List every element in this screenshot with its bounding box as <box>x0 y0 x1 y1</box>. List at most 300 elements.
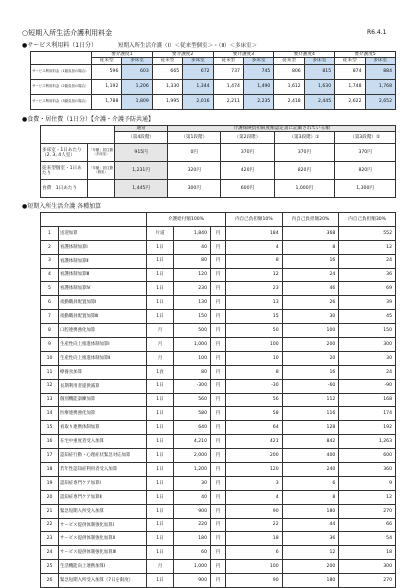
fee-value: 1,809 <box>122 94 152 109</box>
base-amount: 900 <box>174 504 211 518</box>
yen-unit: 円 <box>211 560 226 574</box>
room-type-header: 従来型 <box>335 58 365 64</box>
amount-10: 100 <box>226 560 283 574</box>
amount-10: 421 <box>226 435 283 449</box>
addition-name: 看取り連携体制加算 <box>59 421 147 435</box>
unit-cell: 1日 <box>147 476 174 490</box>
addition-name: 認知症専門ケア加算Ⅰ <box>59 476 147 490</box>
unit-cell: 1食 <box>147 365 174 379</box>
amount-10: 4 <box>226 490 283 504</box>
cost-value: 420円 <box>221 162 274 180</box>
yen-unit: 円 <box>211 393 226 407</box>
addition-name: 在宅中重度者受入加算 <box>59 435 147 449</box>
cost-value: 370円 <box>335 144 396 162</box>
row-number: 21 <box>41 504 59 518</box>
amount-20: 36 <box>282 532 339 546</box>
row-number: 17 <box>41 449 59 463</box>
fee-value: 603 <box>122 64 152 79</box>
amount-30: 300 <box>339 560 396 574</box>
base-amount: 900 <box>174 574 211 588</box>
amount-10: -30 <box>226 379 283 393</box>
amount-20: 200 <box>282 338 339 352</box>
corner-cell <box>41 213 147 227</box>
fee-value: 874 <box>335 64 365 79</box>
addition-name: サービス提供体制強化加算Ⅰ <box>59 518 147 532</box>
addition-name: 送迎加算 <box>59 226 147 240</box>
unit-cell: 1日 <box>147 254 174 268</box>
fee-value: 1,995 <box>152 94 182 109</box>
room-type-header: 従来型 <box>213 58 243 64</box>
row-label: サービス利用料金（2割負担の場合） <box>31 79 92 94</box>
row-number: 8 <box>41 324 59 338</box>
base-amount: 100 <box>174 351 211 365</box>
fee-value: 1,630 <box>304 79 334 94</box>
fee-value: 2,652 <box>365 94 395 109</box>
table-row <box>41 365 396 379</box>
additions-table <box>40 212 396 588</box>
fee-value: 745 <box>243 64 273 79</box>
service-fee-table <box>30 51 396 110</box>
cost-value: 320円 <box>168 162 221 180</box>
base-amount: 1,000 <box>174 338 211 352</box>
amount-30: 192 <box>339 421 396 435</box>
table-row <box>41 574 396 588</box>
amount-20: 368 <box>282 226 339 240</box>
unit-cell: 1日 <box>147 240 174 254</box>
addition-name: 医療連携強化加算 <box>59 407 147 421</box>
yen-unit: 円 <box>211 226 226 240</box>
unit-cell: 1日 <box>147 407 174 421</box>
unit-cell: 1日 <box>147 268 174 282</box>
unit-cell: 1日 <box>147 490 174 504</box>
yen-unit: 円 <box>211 240 226 254</box>
row-number: 6 <box>41 296 59 310</box>
table-row <box>41 310 396 324</box>
amount-30: 270 <box>339 574 396 588</box>
percent-header: 内自己負担額10% <box>226 213 283 227</box>
amount-10: 90 <box>226 574 283 588</box>
row-note: 「年額」居住費（多床室） <box>88 144 115 162</box>
amount-20: 112 <box>282 393 339 407</box>
fee-value: 815 <box>304 64 334 79</box>
amount-30: 18 <box>339 546 396 560</box>
unit-cell: 1日 <box>147 463 174 477</box>
fee-value: 672 <box>183 64 213 79</box>
fee-value: 1,788 <box>92 94 122 109</box>
fee-value: 2,622 <box>335 94 365 109</box>
amount-10: 120 <box>226 463 283 477</box>
unit-cell: 1日 <box>147 393 174 407</box>
amount-30: 66 <box>339 518 396 532</box>
yen-unit: 円 <box>211 504 226 518</box>
room-type-header: 従来型 <box>152 58 182 64</box>
amount-20: 12 <box>282 546 339 560</box>
unit-cell: 月 <box>147 351 174 365</box>
row-label: サービス利用料金（1割負担の場合） <box>31 64 92 79</box>
base-amount: -300 <box>174 379 211 393</box>
amount-10: 12 <box>226 268 283 282</box>
yen-unit: 円 <box>211 490 226 504</box>
amount-20: 180 <box>282 574 339 588</box>
table-row <box>41 338 396 352</box>
room-type-header: 多床室 <box>304 58 334 64</box>
stage-header: （第3段階）② <box>335 132 396 144</box>
amount-30: 174 <box>339 407 396 421</box>
table-row <box>41 268 396 282</box>
unit-cell: 1日 <box>147 379 174 393</box>
stage-header: （第3段階）① <box>274 132 335 144</box>
table-row <box>31 79 396 94</box>
unit-cell: 1日 <box>147 546 174 560</box>
normal-header: 通常 <box>115 126 168 132</box>
table-row <box>31 94 396 109</box>
row-number: 7 <box>41 310 59 324</box>
amount-20: 26 <box>282 296 339 310</box>
unit-cell: 1日 <box>147 421 174 435</box>
row-number: 14 <box>41 407 59 421</box>
yen-unit: 円 <box>211 254 226 268</box>
amount-10: 23 <box>226 282 283 296</box>
row-note <box>88 180 115 198</box>
care-level-header: 要介護度5 <box>335 52 396 58</box>
amount-30: 24 <box>339 254 396 268</box>
table-row <box>41 282 396 296</box>
row-number: 15 <box>41 421 59 435</box>
row-number: 2 <box>41 240 59 254</box>
row-number: 13 <box>41 393 59 407</box>
table-row <box>41 144 396 162</box>
fee-value: 1,612 <box>274 79 304 94</box>
amount-10: 184 <box>226 226 283 240</box>
fee-value: 737 <box>213 64 243 79</box>
fee-value: 806 <box>274 64 304 79</box>
addition-name: サービス提供体制強化加算Ⅲ <box>59 546 147 560</box>
reduced-header: 介護保険負担限度額認定書に記載されている額 <box>168 126 396 132</box>
stage-header: （第1段階） <box>168 132 221 144</box>
row-number: 23 <box>41 532 59 546</box>
row-number: 9 <box>41 338 59 352</box>
amount-30: 12 <box>339 490 396 504</box>
row-number: 18 <box>41 463 59 477</box>
amount-20: 8 <box>282 240 339 254</box>
table-row <box>41 421 396 435</box>
table-row <box>41 379 396 393</box>
table-row <box>41 504 396 518</box>
row-number: 24 <box>41 546 59 560</box>
cost-value: 600円 <box>221 180 274 198</box>
yen-unit: 円 <box>211 407 226 421</box>
food-housing-heading: ●食費・居住費（1日分）【介護・介護予防共通】 <box>22 116 155 123</box>
amount-10: 100 <box>226 338 283 352</box>
amount-30: 150 <box>339 324 396 338</box>
amount-30: 30 <box>339 351 396 365</box>
unit-cell: 1日 <box>147 504 174 518</box>
yen-unit: 円 <box>211 351 226 365</box>
room-type-header: 多床室 <box>243 58 273 64</box>
row-label: 従来型個室・1日あたり <box>41 162 88 180</box>
addition-name: 緊急短期入所受入加算 <box>59 504 147 518</box>
row-note: 「年額」居住費（個室） <box>88 162 115 180</box>
table-row <box>41 407 396 421</box>
page-title: ○短期入所生活介護利用料金 <box>22 29 113 37</box>
amount-20: 6 <box>282 476 339 490</box>
row-label: サービス利用料金（3割負担の場合） <box>31 94 92 109</box>
amount-10: 6 <box>226 546 283 560</box>
row-label: 食費 1日あたり <box>41 180 88 198</box>
unit-cell: 片道 <box>147 226 174 240</box>
amount-20: 8 <box>282 490 339 504</box>
addition-name: 療養食加算 <box>59 365 147 379</box>
amount-20: 128 <box>282 421 339 435</box>
service-fee-heading: ●サービス利用料（1日分） <box>22 42 98 49</box>
amount-30: 1,263 <box>339 435 396 449</box>
yen-unit: 円 <box>211 338 226 352</box>
amount-20: 100 <box>282 324 339 338</box>
fee-value: 665 <box>152 64 182 79</box>
base-amount: 1,840 <box>174 226 211 240</box>
addition-name: 個別機能訓練加算 <box>59 393 147 407</box>
base-amount: 500 <box>174 324 211 338</box>
amount-20: 44 <box>282 518 339 532</box>
amount-20: -60 <box>282 379 339 393</box>
fee-value: 1,748 <box>335 79 365 94</box>
yen-unit: 円 <box>211 435 226 449</box>
fee-value: 1,330 <box>152 79 182 94</box>
row-number: 16 <box>41 435 59 449</box>
row-number: 26 <box>41 574 59 588</box>
amount-10: 64 <box>226 421 283 435</box>
fee-value: 2,016 <box>183 94 213 109</box>
base-amount: 30 <box>174 476 211 490</box>
room-type-header: 従来型 <box>274 58 304 64</box>
table-row <box>41 546 396 560</box>
unit-cell: 1日 <box>147 435 174 449</box>
table-row <box>41 240 396 254</box>
corner-cell <box>41 126 115 144</box>
amount-30: 69 <box>339 282 396 296</box>
base-amount: 60 <box>174 546 211 560</box>
table-row <box>41 254 396 268</box>
amount-10: 15 <box>226 310 283 324</box>
amount-10: 90 <box>226 504 283 518</box>
amount-20: 200 <box>282 560 339 574</box>
amount-10: 200 <box>226 449 283 463</box>
fee-value: 2,211 <box>213 94 243 109</box>
amount-30: 9 <box>339 476 396 490</box>
unit-cell: 月 <box>147 560 174 574</box>
care-level-header: 要介護度2 <box>152 52 213 58</box>
amount-20: 16 <box>282 254 339 268</box>
amount-30: 270 <box>339 504 396 518</box>
base-amount: 4,210 <box>174 435 211 449</box>
table-row <box>41 351 396 365</box>
amount-20: 400 <box>282 449 339 463</box>
amount-30: 300 <box>339 338 396 352</box>
base-amount: 150 <box>174 310 211 324</box>
addition-name: 緊急短期入所受入加算（7日を限度） <box>59 574 147 588</box>
cost-value: 300円 <box>168 180 221 198</box>
addition-name: 長期利用者提供減算 <box>59 379 147 393</box>
yen-unit: 円 <box>211 282 226 296</box>
unit-cell: 1日 <box>147 532 174 546</box>
addition-name: 看護体制加算Ⅳ <box>59 282 147 296</box>
care-level-header: 要介護度4 <box>274 52 335 58</box>
cost-value: 370円 <box>274 144 335 162</box>
table-row <box>41 226 396 240</box>
base-amount: 1,200 <box>174 463 211 477</box>
amount-20: 20 <box>282 351 339 365</box>
cost-value: 370円 <box>221 144 274 162</box>
addition-name: 若年性認知症利用者受入加算 <box>59 463 147 477</box>
amount-30: 360 <box>339 463 396 477</box>
unit-cell: 月 <box>147 324 174 338</box>
amount-10: 4 <box>226 240 283 254</box>
addition-name: 口腔連携強化加算 <box>59 324 147 338</box>
fee-value: 1,490 <box>243 79 273 94</box>
amount-30: 36 <box>339 268 396 282</box>
cost-value: 1,445円 <box>115 180 168 198</box>
fee-value: 1,768 <box>365 79 395 94</box>
percent-header: 介護給付額100% <box>147 213 226 227</box>
unit-cell: 1日 <box>147 310 174 324</box>
unit-cell: 1日 <box>147 574 174 588</box>
row-label: 多床室・1日あたり（2, 3, 4人室） <box>41 144 88 162</box>
addition-name: 認知症行動・心理症状緊急対応加算 <box>59 449 147 463</box>
table-row <box>41 476 396 490</box>
base-amount: 40 <box>174 490 211 504</box>
fee-value: 1,192 <box>92 79 122 94</box>
addition-name: 夜勤職員配置加算Ⅲ <box>59 310 147 324</box>
amount-30: 24 <box>339 365 396 379</box>
stage-header: （第4段階） <box>115 132 168 144</box>
base-amount: 560 <box>174 393 211 407</box>
amount-30: 12 <box>339 240 396 254</box>
food-housing-table <box>40 125 396 198</box>
base-amount: 180 <box>174 532 211 546</box>
amount-10: 8 <box>226 365 283 379</box>
addition-name: 生産性向上推進体制加算Ⅰ <box>59 338 147 352</box>
addition-name: サービス提供体制強化加算Ⅱ <box>59 532 147 546</box>
room-type-header: 多床室 <box>365 58 395 64</box>
base-amount: 580 <box>174 407 211 421</box>
fee-value: 596 <box>92 64 122 79</box>
row-number: 1 <box>41 226 59 240</box>
care-level-header: 要介護度1 <box>92 52 153 58</box>
fee-value: 2,235 <box>243 94 273 109</box>
row-number: 22 <box>41 518 59 532</box>
addition-name: 看護体制加算Ⅲ <box>59 268 147 282</box>
base-amount: 80 <box>174 254 211 268</box>
care-level-header: 要介護度3 <box>213 52 274 58</box>
table-row <box>41 532 396 546</box>
yen-unit: 円 <box>211 546 226 560</box>
amount-10: 22 <box>226 518 283 532</box>
amount-30: 54 <box>339 532 396 546</box>
additions-heading: ●短期入所生活介護 各種加算 <box>22 203 102 210</box>
amount-10: 10 <box>226 351 283 365</box>
amount-30: 600 <box>339 449 396 463</box>
base-amount: 640 <box>174 421 211 435</box>
table-row <box>41 518 396 532</box>
fee-value: 1,206 <box>122 79 152 94</box>
cost-value: 1,300円 <box>335 180 396 198</box>
yen-unit: 円 <box>211 518 226 532</box>
amount-20: 16 <box>282 365 339 379</box>
amount-10: 18 <box>226 532 283 546</box>
table-row <box>41 490 396 504</box>
table-row <box>41 296 396 310</box>
amount-10: 8 <box>226 254 283 268</box>
addition-name: 看護体制加算Ⅰ <box>59 240 147 254</box>
stage-header: （第2段階） <box>221 132 274 144</box>
yen-unit: 円 <box>211 449 226 463</box>
yen-unit: 円 <box>211 310 226 324</box>
percent-header: 内自己負担額30% <box>339 213 396 227</box>
table-row <box>41 463 396 477</box>
amount-20: 240 <box>282 463 339 477</box>
addition-name: 看護体制加算Ⅱ <box>59 254 147 268</box>
amount-10: 50 <box>226 324 283 338</box>
yen-unit: 円 <box>211 324 226 338</box>
table-row <box>41 162 396 180</box>
table-row <box>41 560 396 574</box>
base-amount: 230 <box>174 282 211 296</box>
corner-cell <box>31 52 92 65</box>
row-number: 5 <box>41 282 59 296</box>
yen-unit: 円 <box>211 296 226 310</box>
amount-20: 24 <box>282 268 339 282</box>
unit-cell: 1日 <box>147 282 174 296</box>
cost-value: 1,231円 <box>115 162 168 180</box>
amount-20: 46 <box>282 282 339 296</box>
unit-cell: 1日 <box>147 449 174 463</box>
room-type-header: 従来型 <box>92 58 122 64</box>
addition-name: 生産性向上推進体制加算Ⅱ <box>59 351 147 365</box>
amount-30: -90 <box>339 379 396 393</box>
table-row <box>41 324 396 338</box>
row-number: 20 <box>41 490 59 504</box>
row-number: 25 <box>41 560 59 574</box>
table-row <box>41 435 396 449</box>
row-number: 11 <box>41 365 59 379</box>
amount-20: 842 <box>282 435 339 449</box>
service-fee-subtitle: 短期入所生活介護（Ⅰ）＜従来型個室＞・（Ⅱ）＜多床室＞ <box>118 43 258 49</box>
base-amount: 120 <box>174 268 211 282</box>
row-number: 3 <box>41 254 59 268</box>
table-row <box>41 393 396 407</box>
yen-unit: 円 <box>211 463 226 477</box>
yen-unit: 円 <box>211 421 226 435</box>
row-number: 10 <box>41 351 59 365</box>
cost-value: 0円 <box>168 144 221 162</box>
yen-unit: 円 <box>211 268 226 282</box>
table-row <box>41 180 396 198</box>
page-date: R6.4.1 <box>367 29 387 36</box>
cost-value: 820円 <box>274 162 335 180</box>
amount-20: 116 <box>282 407 339 421</box>
amount-30: 39 <box>339 296 396 310</box>
cost-value: 820円 <box>335 162 396 180</box>
yen-unit: 円 <box>211 379 226 393</box>
fee-value: 1,344 <box>183 79 213 94</box>
yen-unit: 円 <box>211 532 226 546</box>
fee-value: 2,445 <box>304 94 334 109</box>
amount-10: 58 <box>226 407 283 421</box>
table-row <box>31 64 396 79</box>
table-row <box>41 449 396 463</box>
yen-unit: 円 <box>211 476 226 490</box>
room-type-header: 多床室 <box>183 58 213 64</box>
